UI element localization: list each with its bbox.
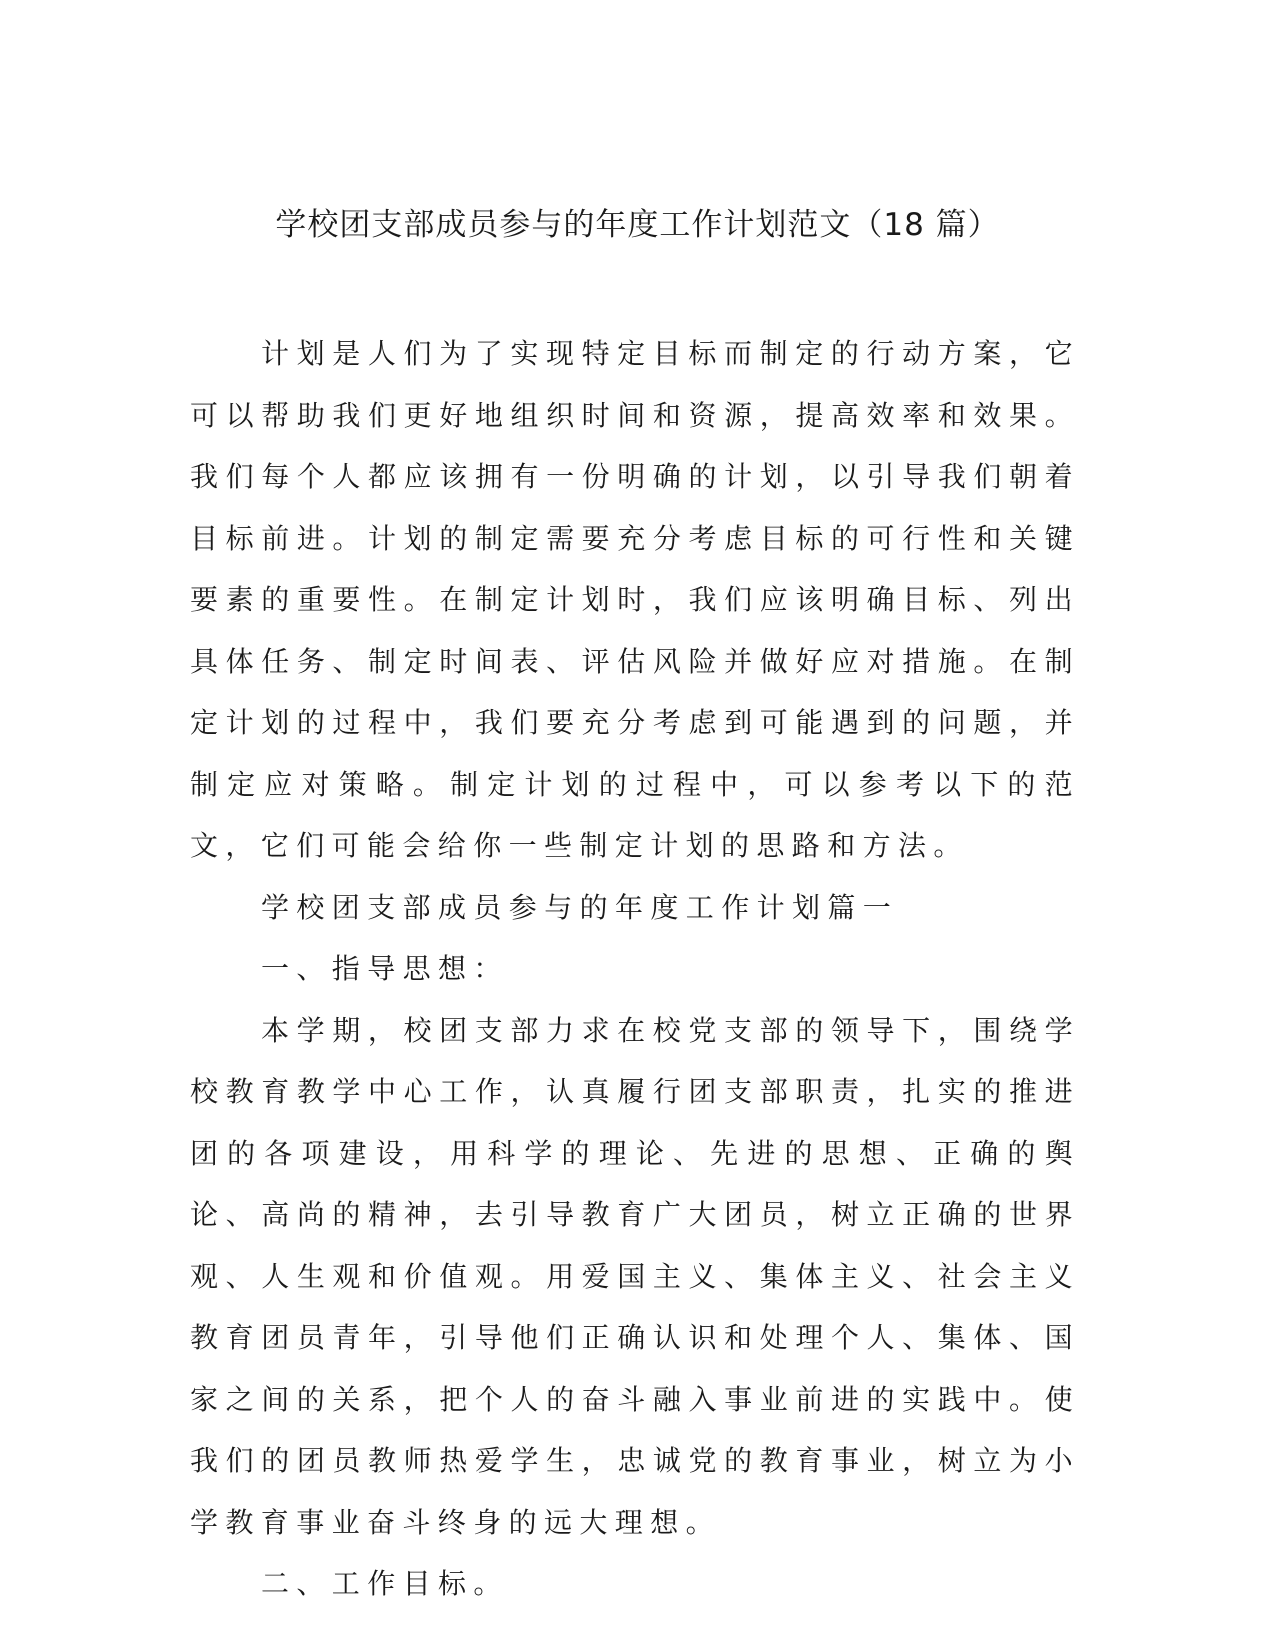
guiding-ideology-paragraph: 本学期，校团支部力求在校党支部的领导下，围绕学校教育教学中心工作，认真履行团支部职责，扎实的推进团的各项建设，用科学的理论、先进的思想、正确的舆论、高尚的精神，去引导教育广大团员，树立正确的世界观、人生观和价值观。用爱国主义、集体主义、社会主义教育团员青年，引导他们正确认识和处理个人、集体、国家之间的关系，把个人的奋斗融入事业前进的实践中。使我们的团员教师热爱学生，忠诚党的教育事业，树立为小学教育事业奋斗终身的远大理想。 bbox=[190, 1013, 1080, 1539]
intro-paragraph: 计划是人们为了实现特定目标而制定的行动方案，它可以帮助我们更好地组织时间和资源，提高效率和效果。我们每个人都应该拥有一份明确的计划，以引导我们朝着目标前进。计划的制定需要充分考虑目标的可行性和关键要素的重要性。在制定计划时，我们应该明确目标、列出具体任务、制定时间表、评估风险并做好应对措施。在制定计划的过程中，我们要充分考虑到可能遇到的问题，并制定应对策略。制定计划的过程中，可以参考以下的范文，它们可能会给你一些制定计划的思路和方法。 bbox=[190, 337, 1080, 862]
section-heading-guiding-ideology: 一、指导思想： bbox=[261, 952, 509, 985]
section-heading-work-goals: 二、工作目标。 bbox=[261, 1567, 509, 1600]
document-body bbox=[190, 323, 1080, 1615]
section-heading-part-one: 学校团支部成员参与的年度工作计划篇一 bbox=[261, 890, 899, 924]
document-title: 学校团支部成员参与的年度工作计划范文（18 篇） bbox=[275, 207, 1000, 243]
